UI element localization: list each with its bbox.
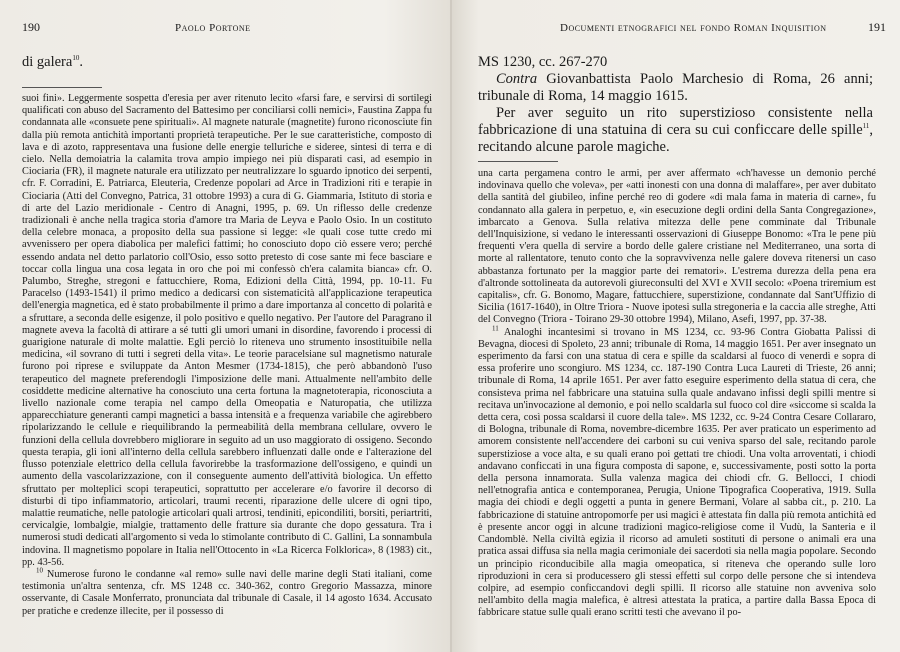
right-page: [452, 0, 900, 652]
defendant-line: [478, 71, 873, 105]
left-running-head: Paolo Portone: [175, 22, 251, 34]
footnote-10-text: Numerose furono le condanne «al remo» sulle navi delle marine degli Stati italiani, come testimonia un'altra sentenza, cfr. MS 1248 cc. 340-362, contro Gregorio Massazza, minore osservante, di Casale Monferrato, pronunciata dal tribunale di Casale, il 14 agosto 1634. Accusato per pratiche e credenze illecite, per il possesso di: [22, 568, 432, 617]
main-text-fragment: di galera: [22, 54, 73, 70]
charge-paragraph: [478, 105, 873, 156]
left-footnotes: [22, 93, 432, 648]
footnote-continuation-right: una carta pergamena contro le armi, per aver affermato «ch'havesse un demonio perché indovinava quello che voleva», per «atti inonesti con una donna di malaffare», per aver dubitato della santità del giubileo, infine perché reo di godere «di mala fama in materia di carne», fu condannato alla galera in perpetuo, e, «in esecuzione degli ordini della Santa Congregazione», imbarcato a Genova. Sulla relativa mitezza delle pene comminate dal Tribunale dell'Inquisizione, si vedano le interessanti osservazioni di Giuseppe Bonomo: «Tra le pene più frequenti v'era quella di servire a bordo delle galere cristiane nel Mediterraneo, una sorta di morte al rallentatore, tenuto conto che la sopravvivenza nelle galere doveva ritenersi un caso abbastanza fortunato per la maggior parte dei rematori». L'estrema durezza della pena era d'altronde sottolineata da autorevoli giureconsulti del XVI e XVII secolo: «Poena triremium est capitalis», cfr. G. Bonomo, Magare, fattucchiere, superstizione, condannate dal Sant'Uffizio di Sicilia (1617-1640), in Oltre Triora - Nuove ipotesi sulla stregoneria e la caccia alle streghe, Atti del Convegno (Triora - Toirano 29-30 ottobre 1994), Milano, Asefi, 1997, pp. 37-38.: [478, 168, 876, 326]
charge-text-end: , recitando alcune parole magiche.: [478, 122, 873, 155]
left-main-text: di galera$^{10}$.: [22, 54, 83, 70]
footnote-10: [22, 566, 432, 618]
charge-text: Per aver seguito un rito superstizioso consistente nella fabbricazione di una statuina di cera su cui conficcare delle spille: [478, 105, 873, 138]
footnote-continuation-left: suoi fini». Leggermente sospetta d'eresia per aver ritenuto lecito «farsi fare, e servirsi di sortilegi qualificati con abuso del Sacramento del Battesimo per conciliarsi colli nemici», Faustina Zappa fu condannata alle «consuete pene spirituali». Al magnete naturale (magnetite) furono riconosciute fin dalla più remota antichità importanti proprietà terapeutiche. Per le sue caratteristiche, composto di lava e di azoto, rappresentava una fusione delle energie telluriche e sideree, sintesi di terra e di cielo. Nella demoiatria la calamita trova ampio impiego nei più disparati casi, ad esempio in Ciociaria (FR), il magnete naturale era utilizzato per neutralizzare lo sguardo ipnotico dei serpenti, cfr. F. Corradini, E. Patriarca, Eleuteria, Credenze popolari ad Arce in Tradizioni riti e terapie in Ciociaria (Atti del Convegno, Patrica, 31 ottobre 1993) a cura di G. Giammaria, Istituto di storia e di arte del Lazio meridionale - Centro di Anagni, 1995, p. 69. Un riflesso delle credenze tradizionali è anche nella tragica storia d'amore tra Maria de Leyva e Paolo Osio. In un costituto della celebre monaca, a proposito della sua passione si legge: «le quali cose tutte credo mi avvenissero per opera diabolica per malefici fattimi; ho conosciuto dopo ciò essere vero; perché essendo andata nel detto parlatorio coll'Osio, esso sotto pretesto di cose sante mi fece basciare e toccar colla lingua una cosa legata in oro che poi mi confessò ch'era calamita bianca» cfr. O. Palumbo, Streghe, stregoni e fattucchiere, Roma, Edizioni della Città, 1994, pp. 10-11. Fu Paracelso (1493-1541) il primo medico a dedicarsi con sistematicità all'applicazione terapeutica dell'energia magnetica, ed è stato probabilmente il primo a dare importanza al concetto di polarità e a sfruttare, a seconda delle esigenze, il polo positivo e quello negativo. Per l'autore del Paragrano il magnete aveva la facoltà di attirare a sé tutti gli umori umani in disordine, favorendo i processi di guarigione naturale di molte malattie. Egli perciò lo riteneva uno strumento insostituibile nella medicina, «il sovrano di tutti i segreti della vita». Le teorie paracelsiane sul magnetismo naturale furono poi riprese e sviluppate da Anton Mesmer (1734-1815), che però abbandonò l'uso terapeutico del magnete preferendogli l'imposizione delle mani. Attualmente nell'ambito delle cosiddette medicine alternative ha conosciuto una certa fortuna la magnetoterapia, riconosciuta a livello nazionale come terapia nel campo della Omeopatia e Naturopatia, che utilizza apparecchiature generanti campi magnetici a bassa intensità e a frequenza variabile che agirebbero ripolarizzando le cellule e riequilibrando la permeabilità della membrana cellulare, ovvero le funzioni della cellula dovrebbero migliorare in seguito ad un uso maggiorato di ossigeno. Secondo questa terapia, gli ioni all'interno della cellula sarebbero influenzati dalle onde e l'alterazione del flusso potenziale elettrico della cellula favorirebbe la trasformazione dell'ossigeno, e quindi un aumento della vascolarizzazione, con il conseguente aumento dell'attività biologica. Un effetto sfruttato per molteplici scopi terapeutici, soprattutto per accelerare e/o favorire il decorso di disturbi di tipo infiammatorio, articolari, traumi recenti, riparazione delle ulcere di ogni tipo, malattie reumatiche, nelle patologie articolari quali artrosi, tendiniti, epicondiliti, borsiti, periartriti, cervicalgie, lombalgie, mialgie, trattamento delle fratture sia durante che dopo gessatura. Tra i numerosi studi dedicati all'argomento si veda lo stimolante contributo di C. Gallini, La sonnambula indovina. Il magnetismo popolare in Italia nell'Ottocento in «La Ricerca Folklorica», 8 (1983) cit., pp. 43-56.: [22, 93, 432, 568]
right-page-number: 191: [868, 20, 886, 34]
left-page-number: 190: [22, 20, 40, 34]
note-ref-10: 10: [72, 54, 80, 63]
note-ref-11: 11: [862, 122, 870, 131]
defendant-details: Giovanbattista Paolo Marchesio di Roma, 26 anni; tribunale di Roma, 14 maggio 1615.: [478, 71, 873, 104]
footnote-10-number: 10: [36, 566, 43, 575]
contra-word: Contra: [496, 71, 538, 87]
footnote-11-text: Analoghi incantesimi si trovano in MS 1234, cc. 93-96 Contra Giobatta Palissi di Bevagna, diocesi di Spoleto, 23 anni; tribunale di Roma, 14 maggio 1651. Per aver insegnato un esperimento da farsi con una statua di cera e spille da scaldarsi al fuoco di venerdì e sopra di essa proferire uno scongiuro. MS 1234, cc. 187-190 Contra Luca Laureti di Trieste, 26 anni; tribunale di Roma, 14 aprile 1651. Per aver fatto eseguire esperimento della statua di cera, che consisteva prima nel fabbricare una statuina sulla quale andavano infissi degli spilli mentre si recitava un'invocazione al demonio, e poi nello scaldarla sul fuoco col dire «siccome si scalda la detta cera, così possa scaldarsi il cuore della tale». MS 1232, cc. 9-24 Contra Cesare Collararo, di Bologna, tribunale di Roma, novembre-dicembre 1635. Per aver praticato un esperimento ad amorem consistente nell'accendere dei carboni su cui veniva sparso del sale, recitando parole superstiziose a voce alta, e su quali erano poi gettati tre chiodi. Una volta arroventati, i chiodi andavano conficcati in una figura composta di sapone, e, successivamente, posti sotto la porta della persona innamorata. Sulla valenza magica dei chiodi cfr. G. Bellocci, I chiodi nell'etnografia antica e contemporanea, Perugia, Unione Tipografica Cooperativa, 1919. Sulla magia dei chiodi e degli oggetti a punta in genere Bermani, Volare al sabba cit., p. 210. La fabbricazione di statuine antropomorfe per usi magici è attestata fin dalla più remota antichità ed è presente ancor oggi in alcune tradizioni magico-religiose come il Vudù, la Santeria e il Candomblè. Nella civiltà egizia il ricorso ad amuleti sostituti di persone o animali era una pratica assai diffusa sia nella magia cerimoniale dei sacerdoti sia nella magia popolare. Secondo un principio riconducibile alla magia omeopatica, si riteneva che operando sulle loro riproduzioni in cera si producessero gli stessi effetti sul corpo delle persone che si intendeva colpire, ad esempio conficcandovi degli spilli. Il ricorso alle statuine non avveniva solo nell'ambito della magia malefica, è altresì attestata la pratica, a partire dalla Bassa Epoca di fabbricare statue sulle quali erano scritti testi che avevano il po-: [478, 326, 876, 619]
footnote-rule-left: [22, 87, 102, 88]
footnote-11-number: 11: [492, 324, 499, 333]
right-footnotes: [478, 168, 876, 650]
footnote-11: [478, 324, 876, 620]
footnote-rule-right: [478, 161, 558, 162]
manuscript-reference: MS 1230, cc. 267-270: [478, 54, 608, 70]
right-running-head: Documenti etnografici nel fondo Roman Inquisition: [560, 22, 827, 34]
right-main-text: [478, 54, 873, 156]
